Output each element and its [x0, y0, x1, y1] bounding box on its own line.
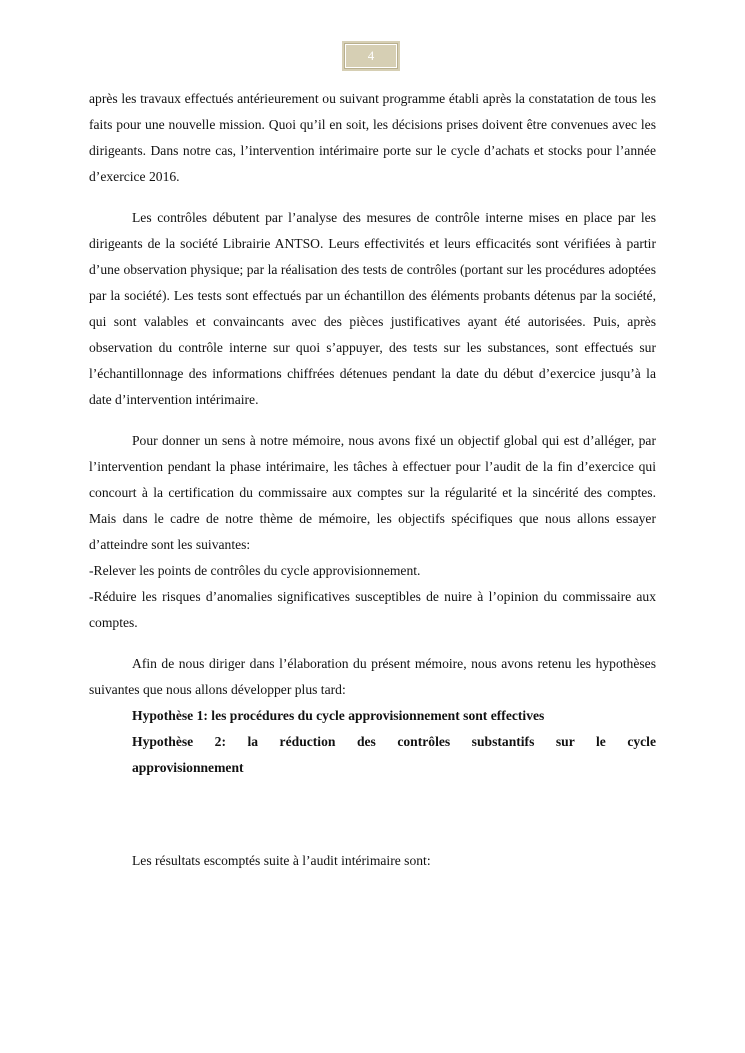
hypothesis-1: Hypothèse 1: les procédures du cycle approvisionnement sont effectives: [132, 708, 545, 723]
paragraph-objectives: Pour donner un sens à notre mémoire, nous avons fixé un objectif global qui est d’alléger, par l’intervention pendant la phase intérimaire, les tâches à effectuer pour l’audit de la fin d’exercice qui concourt à la certification du commissaire aux comptes sur la régularité et la sincérité des comptes. Mais dans le cadre de notre thème de mémoire, les objectifs spécifiques que nous allons essayer d’atteindre sont les suivantes:: [89, 433, 656, 552]
document-body: [89, 86, 656, 874]
paragraph-context: après les travaux effectués antérieurement ou suivant programme établi après la constatation de tous les faits pour une nouvelle mission. Quoi qu’il en soit, les décisions prises doivent être convenues avec les dirigeants. Dans notre cas, l’intervention intérimaire porte sur le cycle d’achats et stocks pour l’année d’exercice 2016.: [89, 91, 656, 184]
hypothesis-2-line-2: approvisionnement: [132, 760, 244, 775]
objective-item-1: -Relever les points de contrôles du cycle approvisionnement.: [89, 563, 421, 578]
hypothesis-2-line-1: Hypothèse 2: la réduction des contrôles substantifs sur le cycle: [132, 734, 656, 749]
objective-item-2: -Réduire les risques d’anomalies significatives susceptibles de nuire à l’opinion du commissaire aux comptes.: [89, 589, 656, 630]
paragraph-results: Les résultats escomptés suite à l’audit intérimaire sont:: [132, 853, 431, 868]
paragraph-controls: Les contrôles débutent par l’analyse des mesures de contrôle interne mises en place par les dirigeants de la société Librairie ANTSO. Leurs effectivités et leurs efficacités sont vérifiées à partir d’une observation physique; par la réalisation des tests de contrôles (portant sur les procédures adoptées par la société). Les tests sont effectués par un échantillon des éléments probants détenus par la société, qui sont valables et convaincants avec des pièces justificatives ayant été autorisées. Puis, après observation du contrôle interne sur quoi s’appuyer, des tests sur les substances, sont effectués sur l’échantillonnage des informations chiffrées détenues pendant la date du début d’exercice jusqu’à la date d’intervention intérimaire.: [89, 210, 656, 407]
page-number: 4: [345, 44, 397, 68]
paragraph-hypotheses: Afin de nous diriger dans l’élaboration du présent mémoire, nous avons retenu les hypothèses suivantes que nous allons développer plus tard:: [89, 656, 656, 697]
